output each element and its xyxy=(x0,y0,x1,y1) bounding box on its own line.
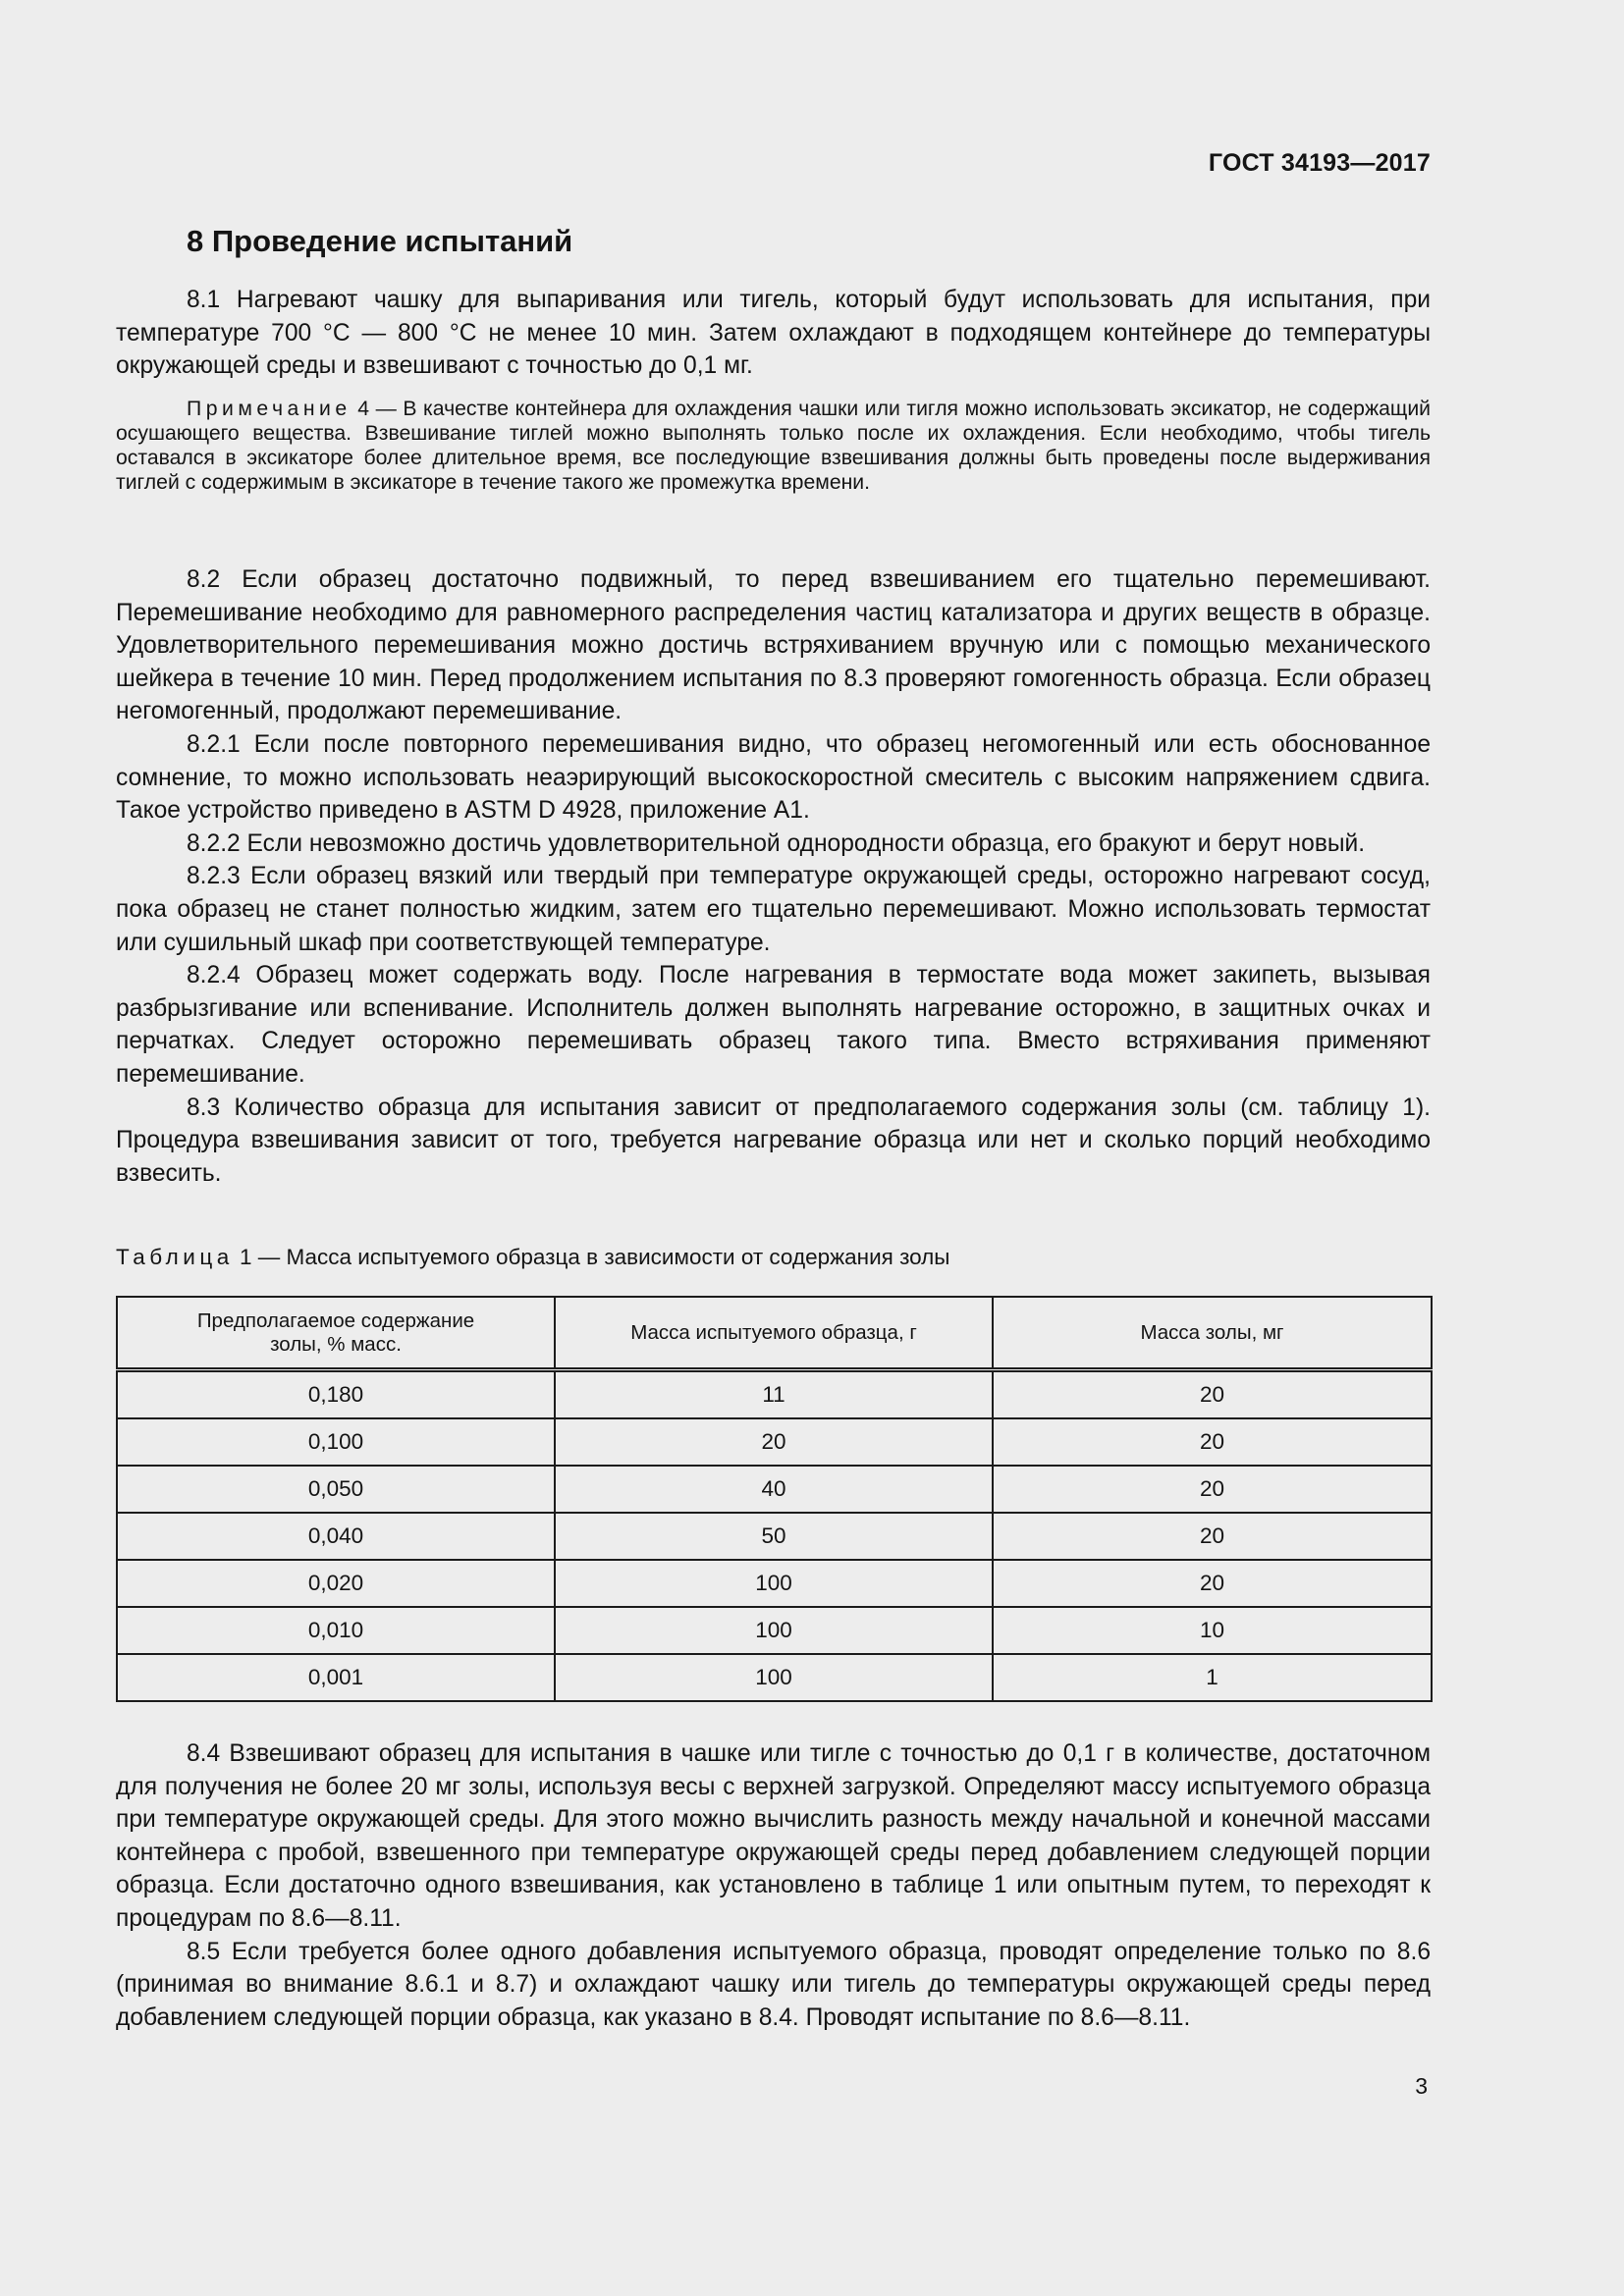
table-row xyxy=(117,1654,1432,1701)
section-8-4-to-8-5 xyxy=(116,1737,1431,2034)
table-caption-text: 1 — Масса испытуемого образца в зависимости от содержания золы xyxy=(233,1245,950,1269)
cell-sample-mass: 100 xyxy=(555,1654,993,1701)
cell-sample-mass: 11 xyxy=(555,1370,993,1419)
cell-ash-content: 0,020 xyxy=(117,1560,555,1607)
note-label: Примечание xyxy=(187,398,352,420)
table-row xyxy=(117,1370,1432,1419)
table-row xyxy=(117,1560,1432,1607)
table-row xyxy=(117,1466,1432,1513)
cell-ash-mass: 1 xyxy=(993,1654,1432,1701)
cell-sample-mass: 40 xyxy=(555,1466,993,1513)
standard-code: ГОСТ 34193—2017 xyxy=(1208,149,1431,177)
cell-ash-content: 0,040 xyxy=(117,1513,555,1560)
cell-sample-mass: 50 xyxy=(555,1513,993,1560)
cell-sample-mass: 20 xyxy=(555,1418,993,1466)
note-block xyxy=(116,397,1431,495)
table-header-row xyxy=(117,1297,1432,1370)
note-text: 4 — В качестве контейнера для охлаждения чашки или тигля можно использовать эксикатор, не содержащий осушающего вещества. Взвешивание тиглей можно выполнять только после их охлаждения. Если необходимо, чтобы тигель оставался в эксикаторе более длительное время, все последующие взвешивания должны быть проведены после выдерживания тиглей с содержимым в эксикаторе в течение такого же промежутка времени. xyxy=(116,398,1431,494)
cell-ash-mass: 20 xyxy=(993,1466,1432,1513)
header-ash-mass: Масса золы, мг xyxy=(993,1297,1432,1370)
paragraph-8-2-4: 8.2.4 Образец может содержать воду. После нагревания в термостате вода может закипеть, вызывая разбрызгивание или вспенивание. Исполнитель должен выполнять нагревание осторожно, в защитных очках и перчатках. Следует осторожно перемешивать образец такого типа. Вместо встряхивания применяют перемешивание. xyxy=(116,962,1431,1088)
ash-mass-table xyxy=(116,1296,1433,1702)
cell-ash-content: 0,010 xyxy=(117,1607,555,1654)
section-8-1 xyxy=(116,284,1431,383)
cell-ash-mass: 20 xyxy=(993,1513,1432,1560)
table-row xyxy=(117,1607,1432,1654)
note-4 xyxy=(116,397,1431,495)
header-ash-content: Предполагаемое содержание золы, % масс. xyxy=(117,1297,555,1370)
cell-ash-content: 0,001 xyxy=(117,1654,555,1701)
table-caption xyxy=(116,1245,949,1270)
paragraph-8-4: 8.4 Взвешивают образец для испытания в чашке или тигле с точностью до 0,1 г в количестве, достаточном для получения не более 20 мг золы, используя весы с верхней загрузкой. Определяют массу испытуемого образца при температуре окружающей среды. Для этого можно вычислить разность между начальной и конечной массами контейнера с пробой, взвешенного при температуре окружающей среды перед добавлением следующей порции образца. Если достаточно одного взвешивания, как установлено в таблице 1 или опытным путем, то переходят к процедурам по 8.6—8.11. xyxy=(116,1740,1431,1932)
paragraph-8-2-2: 8.2.2 Если невозможно достичь удовлетворительной однородности образца, его бракуют и берут новый. xyxy=(187,829,1366,857)
cell-ash-mass: 20 xyxy=(993,1370,1432,1419)
document-page xyxy=(116,0,1431,2296)
table-row xyxy=(117,1513,1432,1560)
cell-ash-mass: 10 xyxy=(993,1607,1432,1654)
paragraph-8-2-1: 8.2.1 Если после повторного перемешивания видно, что образец негомогенный или есть обоснованное сомнение, то можно использовать неаэрирующий высокоскоростной смеситель с высоким напряжением сдвига. Такое устройство приведено в ASTM D 4928, приложение А1. xyxy=(116,730,1431,825)
table-caption-label: Таблица xyxy=(116,1245,234,1269)
paragraph-8-3: 8.3 Количество образца для испытания зависит от предполагаемого содержания золы (см. таблицу 1). Процедура взвешивания зависит от того, требуется нагревание образца или нет и сколько порций необходимо взвесить. xyxy=(116,1094,1431,1187)
paragraph-8-2: 8.2 Если образец достаточно подвижный, то перед взвешиванием его тщательно перемешивают. Перемешивание необходимо для равномерного распределения частиц катализатора и других веществ в образце. Удовлетворительного перемешивания можно достичь встряхиванием вручную или с помощью механического шейкера в течение 10 мин. Перед продолжением испытания по 8.3 проверяют гомогенность образца. Если образец негомогенный, продолжают перемешивание. xyxy=(116,566,1431,725)
paragraph-8-1: 8.1 Нагревают чашку для выпаривания или тигель, который будут использовать для испытания, при температуре 700 °С — 800 °С не менее 10 мин. Затем охлаждают в подходящем контейнере до температуры окружающей среды и взвешивают с точностью до 0,1 мг. xyxy=(116,287,1431,380)
cell-sample-mass: 100 xyxy=(555,1607,993,1654)
cell-ash-mass: 20 xyxy=(993,1418,1432,1466)
cell-ash-content: 0,180 xyxy=(117,1370,555,1419)
page-number: 3 xyxy=(1415,2073,1428,2099)
paragraph-8-2-3: 8.2.3 Если образец вязкий или твердый при температуре окружающей среды, осторожно нагревают сосуд, пока образец не станет полностью жидким, затем его тщательно перемешивают. Можно использовать термостат или сушильный шкаф при соответствующей температуре. xyxy=(116,863,1431,956)
paragraph-8-5: 8.5 Если требуется более одного добавления испытуемого образца, проводят определение только по 8.6 (принимая во внимание 8.6.1 и 8.7) и охлаждают чашку или тигель до температуры окружающей среды перед добавлением следующей порции образца, как указано в 8.4. Проводят испытание по 8.6—8.11. xyxy=(116,1938,1431,2031)
table-row xyxy=(117,1418,1432,1466)
section-title: 8 Проведение испытаний xyxy=(187,224,573,258)
cell-ash-mass: 20 xyxy=(993,1560,1432,1607)
section-8-2-to-8-3 xyxy=(116,563,1431,1190)
cell-ash-content: 0,100 xyxy=(117,1418,555,1466)
header-sample-mass: Масса испытуемого образца, г xyxy=(555,1297,993,1370)
cell-sample-mass: 100 xyxy=(555,1560,993,1607)
cell-ash-content: 0,050 xyxy=(117,1466,555,1513)
